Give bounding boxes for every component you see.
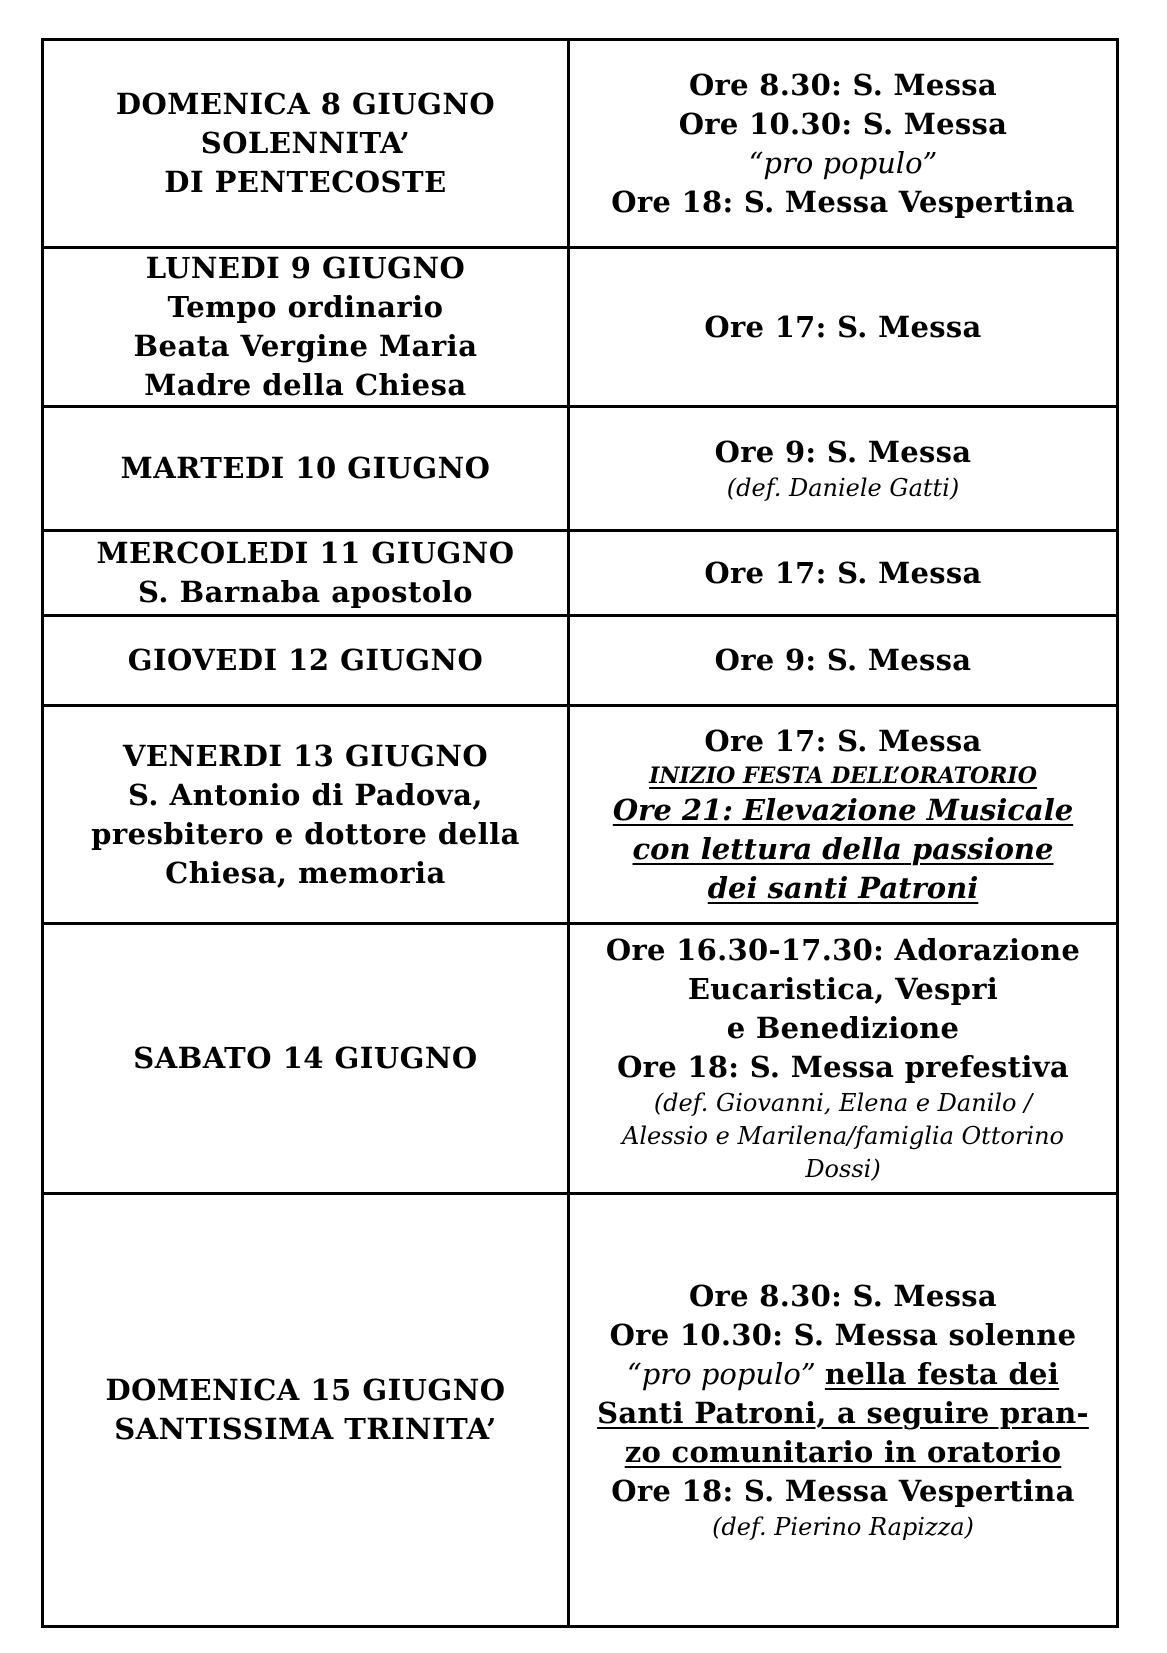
schedule-line-text: con lettura della passione [632,831,1054,866]
day-line: GIOVEDI 12 GIUGNO [127,643,484,677]
schedule-line: Ore 8.30: S. Messa [688,1278,998,1313]
day-line: Chiesa, memoria [165,855,446,890]
schedule-note: (def. Pierino Rapizza) [712,1512,974,1541]
schedule-line-text: Santi Patroni, a seguire pran- [597,1395,1089,1430]
day-cell [43,924,569,1194]
schedule-line: Ore 18: S. Messa Vespertina [611,184,1075,219]
schedule-line: Ore 16.30-17.30: Adorazione [605,933,1081,967]
table-row [43,248,1118,407]
schedule-line [570,1394,1116,1433]
schedule-line: Ore 10.30: S. Messa solenne [609,1317,1077,1352]
schedule-cell [569,40,1118,248]
schedule-cell [569,407,1118,531]
schedule-line: Ore 9: S. Messa [714,643,972,677]
day-line: MERCOLEDI 11 GIUGNO [96,536,515,570]
day-cell [43,706,569,924]
schedule-cell [569,706,1118,924]
day-line: S. Barnaba apostolo [137,575,474,609]
day-cell [43,40,569,248]
schedule-cell [569,531,1118,616]
schedule-line [570,869,1116,908]
schedule-line: Ore 17: S. Messa [704,723,982,758]
day-line: SABATO 14 GIUGNO [133,1041,478,1075]
schedule-heading-text: INIZIO FESTA DELL’ORATORIO [649,762,1037,789]
schedule-line [570,1433,1116,1472]
schedule-line: Ore 10.30: S. Messa [678,106,1008,141]
day-line: Tempo ordinario [167,290,444,324]
schedule-line [570,830,1116,869]
day-line: SOLENNITA’ [200,126,411,160]
day-line: S. Antonio di Padova, [127,777,484,812]
schedule-line [570,1355,1116,1394]
table-row [43,924,1118,1194]
table-row [43,531,1118,616]
table-row [43,1194,1118,1627]
schedule-note: (def. Daniele Gatti) [726,473,960,502]
day-cell [43,616,569,706]
day-line: presbitero e dottore della [91,816,520,851]
schedule-line: Ore 17: S. Messa [704,309,982,344]
schedule-line-text: Ore 21: Elevazione Musicale [612,792,1074,827]
table-row [43,40,1118,248]
day-cell [43,248,569,407]
day-line: DOMENICA 8 GIUGNO [115,87,496,121]
table-row [43,616,1118,706]
schedule-note: “pro populo” [748,145,938,180]
day-line: Madre della Chiesa [144,368,467,402]
table-row [43,407,1118,531]
day-line: DOMENICA 15 GIUGNO [105,1373,506,1407]
day-line: Beata Vergine Maria [133,329,478,363]
schedule-line: Ore 8.30: S. Messa [688,67,998,102]
schedule-cell [569,1194,1118,1627]
schedule-line: Ore 17: S. Messa [704,555,982,590]
schedule-line-text: zo comunitario in oratorio [624,1434,1062,1469]
day-cell [43,531,569,616]
day-line: DI PENTECOSTE [164,165,447,199]
schedule-heading [570,761,1116,791]
schedule-note: (def. Giovanni, Elena e Danilo / [653,1089,1033,1117]
day-cell [43,407,569,531]
pro-populo-note: “pro populo” [626,1356,816,1391]
schedule-cell [569,248,1118,407]
day-cell [43,1194,569,1627]
schedule-line: Eucaristica, Vespri [687,972,999,1006]
feast-text: nella festa dei [824,1356,1060,1391]
schedule-cell [569,616,1118,706]
schedule-note: Alessio e Marilena/famiglia Ottorino [622,1122,1064,1150]
day-line: SANTISSIMA TRINITA’ [114,1412,497,1446]
table-row [43,706,1118,924]
schedule-note: Dossi) [805,1155,881,1183]
schedule-line: e Benedizione [726,1011,960,1045]
schedule-line: Ore 18: S. Messa prefestiva [617,1050,1069,1084]
day-line: MARTEDI 10 GIUGNO [120,451,491,485]
schedule-line: Ore 18: S. Messa Vespertina [611,1473,1075,1508]
day-line: LUNEDI 9 GIUGNO [145,251,466,285]
schedule-cell [569,924,1118,1194]
schedule-line-text: dei santi Patroni [707,870,979,905]
mass-schedule-table [41,38,1119,1628]
schedule-line: Ore 9: S. Messa [714,434,972,469]
schedule-line [570,791,1116,830]
day-line: VENERDI 13 GIUGNO [122,738,489,773]
